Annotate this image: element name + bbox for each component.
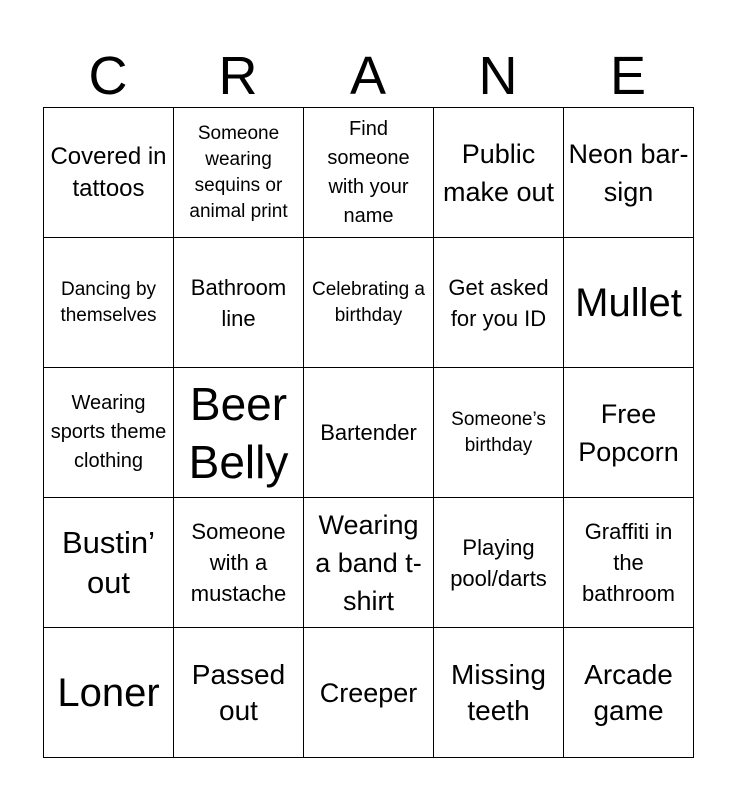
header-letter-e: E: [609, 46, 647, 106]
cell-label: Dancing by themselves: [60, 278, 157, 326]
bingo-board: [43, 107, 694, 758]
cell-label: Loner: [57, 670, 160, 715]
bingo-cell[interactable]: [44, 238, 174, 368]
cell-label: Covered in tattoos: [50, 142, 167, 202]
bingo-cell[interactable]: [434, 108, 564, 238]
cell-label: Celebrating a birthday: [311, 278, 426, 326]
cell-label: Beer Belly: [188, 377, 289, 488]
cell-label: Missing teeth: [451, 658, 546, 726]
bingo-cell[interactable]: [174, 238, 304, 368]
bingo-cell[interactable]: [44, 368, 174, 498]
bingo-cell[interactable]: [304, 628, 434, 758]
cell-label: Wearing a band t-shirt: [315, 509, 422, 616]
bingo-cell[interactable]: [564, 628, 694, 758]
cell-label: Graffiti in the bathroom: [582, 519, 675, 606]
board-row: [44, 238, 694, 368]
cell-label: Creeper: [319, 677, 418, 708]
bingo-cell[interactable]: [434, 628, 564, 758]
bingo-cell[interactable]: [174, 108, 304, 238]
cell-label: Bartender: [320, 420, 417, 445]
cell-label: Someone wearing sequins or animal print: [189, 122, 288, 222]
bingo-cell[interactable]: [304, 238, 434, 368]
cell-label: Bathroom line: [190, 274, 287, 331]
cell-label: Wearing sports theme clothing: [50, 392, 167, 472]
bingo-cell[interactable]: [434, 498, 564, 628]
bingo-cell[interactable]: [304, 368, 434, 498]
bingo-cell[interactable]: [44, 108, 174, 238]
board-row: [44, 628, 694, 758]
bingo-cell[interactable]: [564, 238, 694, 368]
bingo-cell[interactable]: [174, 368, 304, 498]
header-letter-r: R: [218, 46, 258, 106]
bingo-cell[interactable]: [174, 498, 304, 628]
bingo-cell[interactable]: [304, 108, 434, 238]
cell-label: Playing pool/darts: [450, 534, 547, 591]
header-letter-n: N: [478, 46, 518, 106]
cell-label: Public make out: [442, 138, 555, 207]
bingo-cell[interactable]: [564, 368, 694, 498]
bingo-cell[interactable]: [174, 628, 304, 758]
board-row: [44, 368, 694, 498]
bingo-cell[interactable]: [44, 498, 174, 628]
cell-label: Bustin’ out: [61, 524, 156, 600]
header-letter-a: A: [349, 46, 387, 106]
header-letter-c: C: [88, 46, 128, 106]
board-row: [44, 108, 694, 238]
cell-label: Mullet: [575, 280, 682, 325]
cell-label: Get asked for you ID: [448, 274, 549, 331]
board-row: [44, 498, 694, 628]
bingo-cell[interactable]: [564, 108, 694, 238]
bingo-cell[interactable]: [434, 368, 564, 498]
bingo-cell[interactable]: [304, 498, 434, 628]
cell-label: Free Popcorn: [578, 398, 679, 467]
bingo-cell[interactable]: [434, 238, 564, 368]
cell-label: Neon bar-sign: [568, 138, 689, 207]
cell-label: Someone with a mustache: [190, 519, 287, 606]
cell-label: Someone’s birthday: [451, 408, 546, 456]
cell-label: Find someone with your name: [327, 117, 410, 227]
cell-label: Passed out: [191, 658, 286, 726]
bingo-header: [43, 44, 693, 108]
cell-label: Arcade game: [584, 658, 673, 726]
bingo-cell[interactable]: [564, 498, 694, 628]
bingo-cell[interactable]: [44, 628, 174, 758]
